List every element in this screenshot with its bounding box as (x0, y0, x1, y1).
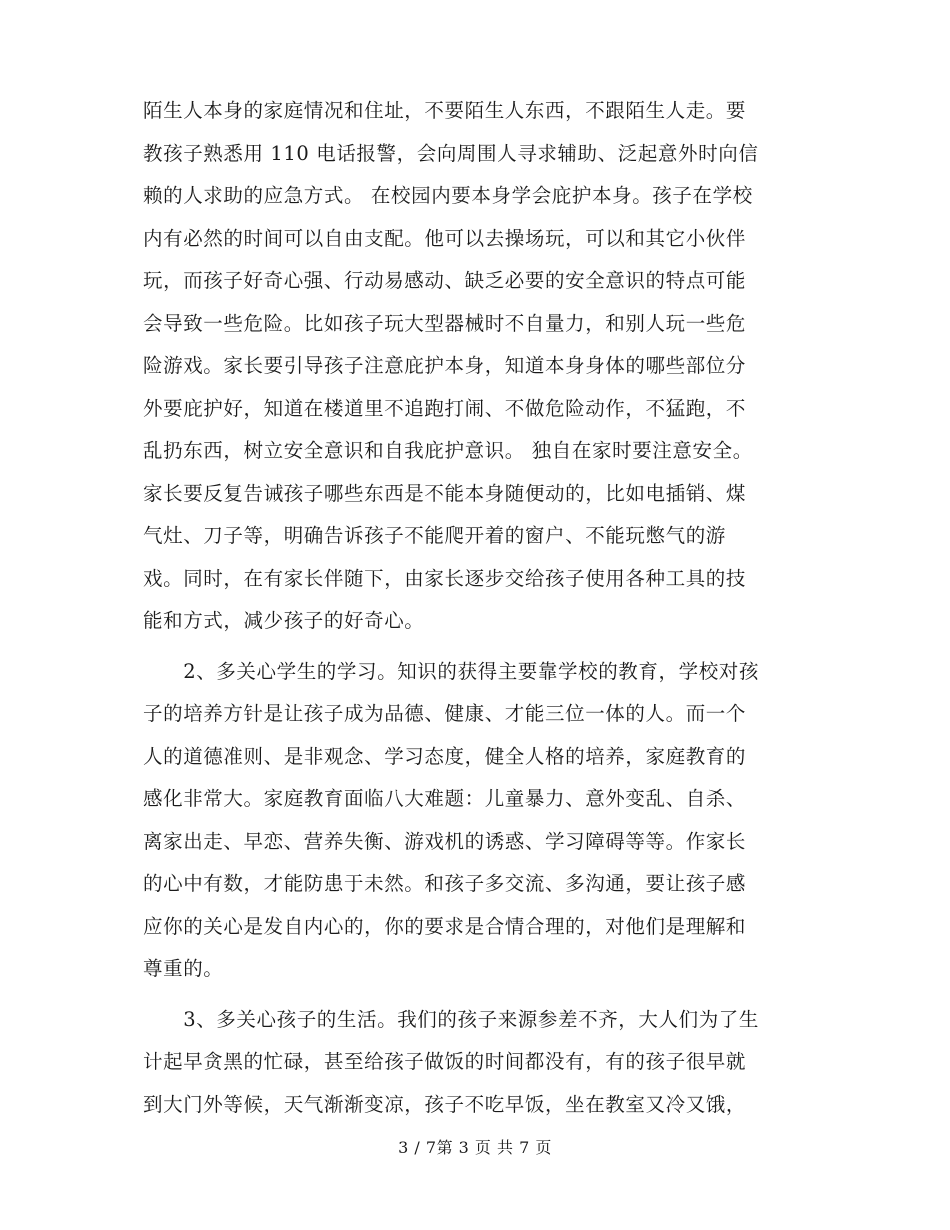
text-line: 尊重的。 (143, 957, 224, 980)
text-line: 戏。同时，在有家长伴随下，由家长逐步交给孩子使用各种工具的技 (143, 566, 747, 590)
paragraph-1 (143, 90, 808, 643)
text-line: 险游戏。家长要引导孩子注意庇护本身，知道本身身体的哪些部位分 (143, 354, 747, 377)
text-line: 人的道德准则、是非观念、学习态度，健全人格的培养，家庭教育的 (143, 744, 747, 768)
text-line: 计起早贪黑的忙碌，甚至给孩子做饭的时间都没有，有的孩子很早就 (143, 1050, 747, 1073)
text-line: 外要庇护好，知道在楼道里不追跑打闹、不做危险动作，不猛跑，不 (143, 396, 747, 420)
text-line: 应你的关心是发自内心的，你的要求是合情合理的，对他们是理解和 (143, 914, 747, 938)
paragraph-spacer (143, 643, 808, 651)
page-footer: 3 / 7第 3 页 共 7 页 (398, 1138, 552, 1157)
text-line: 到大门外等候，天气渐渐变凉，孩子不吃早饭，坐在教室又冷又饿， (143, 1092, 747, 1116)
text-line: 能和方式，减少孩子的好奇心。 (143, 609, 425, 632)
text-line: 3、多关心孩子的生活。我们的孩子来源参差不齐，大人们为了生 (143, 1007, 760, 1031)
text-line: 玩，而孩子好奇心强、行动易感动、缺乏必要的安全意识的特点可能 (143, 269, 747, 292)
text-line: 会导致一些危险。比如孩子玩大型器械时不自量力，和别人玩一些危 (143, 311, 747, 335)
text-line: 家长要反复告诫孩子哪些东西是不能本身随便动的，比如电插销、煤 (143, 481, 747, 505)
text-line: 2、多关心学生的学习。知识的获得主要靠学校的教育，学校对孩 (143, 659, 760, 683)
document-body (143, 90, 808, 1126)
text-line: 的心中有数，才能防患于未然。和孩子多交流、多沟通，要让孩子感 (143, 872, 747, 895)
text-line: 子的培养方针是让孩子成为品德、健康、才能三位一体的人。而一个 (143, 702, 747, 725)
paragraph-spacer (143, 991, 808, 999)
paragraph-2 (143, 651, 808, 991)
text-line: 内有必然的时间可以自由支配。他可以去操场玩，可以和其它小伙伴 (143, 226, 747, 250)
text-line: 教孩子熟悉用 110 电话报警，会向周围人寻求辅助、泛起意外时向信 (143, 141, 759, 165)
paragraph-3 (143, 999, 808, 1127)
text-line: 赖的人求助的应急方式。 在校园内要本身学会庇护本身。孩子在学校 (143, 184, 753, 207)
text-line: 气灶、刀子等，明确告诉孩子不能爬开着的窗户、不能玩憋气的游 (143, 524, 726, 547)
text-line: 感化非常大。家庭教育面临八大难题：儿童暴力、意外变乱、自杀、 (143, 787, 747, 810)
text-line: 陌生人本身的家庭情况和住址，不要陌生人东西，不跟陌生人走。要 (143, 99, 747, 122)
text-line: 离家出走、早恋、营养失衡、游戏机的诱惑、学习障碍等等。作家长 (143, 829, 747, 853)
text-line: 乱扔东西，树立安全意识和自我庇护意识。 独自在家时要注意安全。 (143, 439, 753, 462)
